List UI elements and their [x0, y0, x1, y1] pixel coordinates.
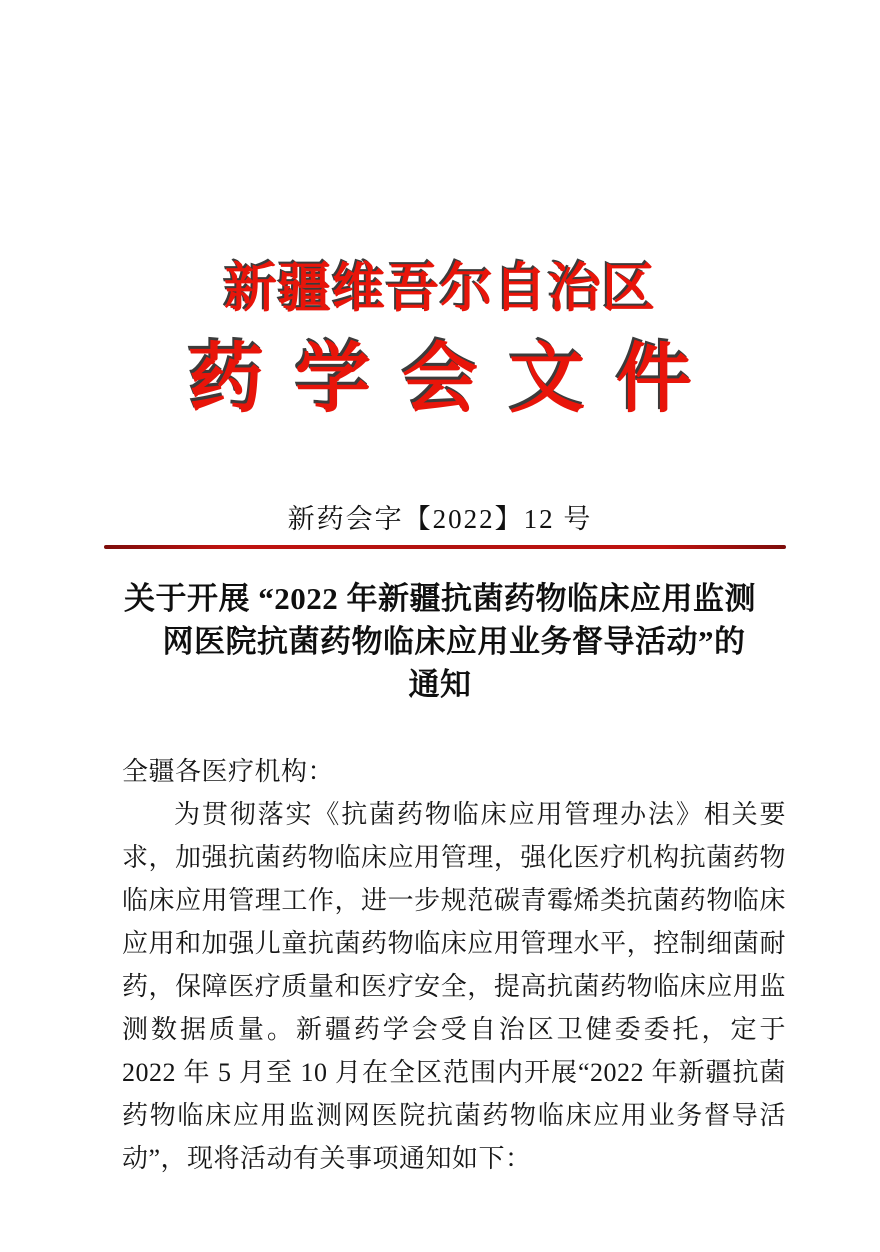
letterhead-document-type: 药 学 会 文 件	[188, 338, 692, 422]
document-title-line1: 关于开展 “2022 年新疆抗菌药物临床应用监测	[124, 581, 756, 616]
body-paragraph: 为贯彻落实《抗菌药物临床应用管理办法》相关要求，加强抗菌药物临床应用管理，强化医疗机构抗菌药物临床应用管理工作，进一步规范碳青霉烯类抗菌药物临床应用和加强儿童抗菌药物临床应用管理水平，控制细菌耐药，保障医疗质量和医疗安全，提高抗菌药物临床应用监测数据质量。新疆药学会受自治区卫健委委托，定于 2022 年 5 月至 10 月在全区范围内开展“2022 年新疆抗菌药物临床应用监测网医院抗菌药物临床应用业务督导活动”，现将活动有关事项通知如下：	[122, 800, 786, 1173]
document-body	[122, 750, 786, 1180]
document-title	[0, 577, 880, 706]
document-title-line2: 网医院抗菌药物临床应用业务督导活动”的	[162, 624, 746, 659]
salutation: 全疆各医疗机构：	[122, 757, 335, 786]
red-divider-rule	[104, 545, 786, 549]
reference-number: 新药会字【2022】12 号	[287, 504, 593, 534]
letterhead-org-name: 新疆维吾尔自治区	[224, 260, 656, 318]
document-title-line3: 通知	[408, 667, 472, 702]
